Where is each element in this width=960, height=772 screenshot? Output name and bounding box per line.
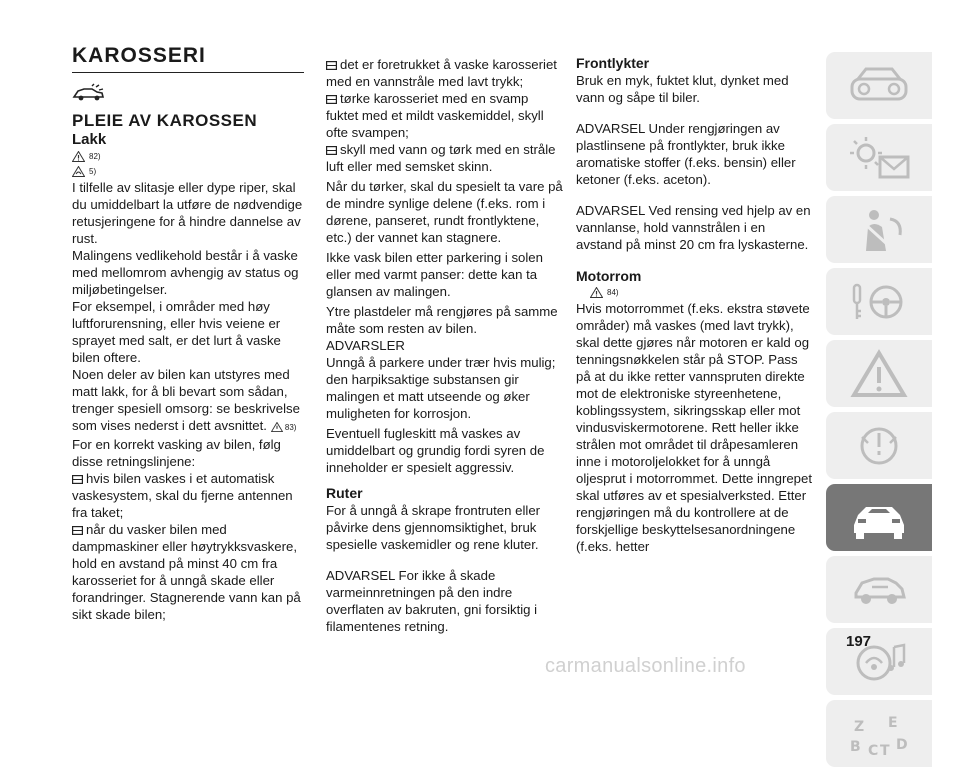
column-3: [576, 54, 814, 555]
svg-text:B: B: [850, 738, 861, 755]
lakk-heading: Lakk: [72, 131, 107, 148]
warning-ref-label: 82): [89, 152, 101, 161]
svg-text:T: T: [880, 742, 890, 759]
paragraph: ADVARSEL For ikke å skade varmeinnretningen på den indre overflaten av bakruten, gni forsiktig i filamentenes retning.: [326, 568, 538, 634]
tab-in-emergency[interactable]: [826, 412, 932, 479]
paragraph: Ikke vask bilen etter parkering i solen eller med varmt panser: dette kan ta glansen av malingen.: [326, 250, 543, 299]
tab-multimedia[interactable]: [826, 628, 932, 695]
bullet-item: [326, 56, 564, 90]
bullet-marker-icon: [72, 522, 83, 531]
paragraph-text: Noen deler av bilen kan utstyres med matt lakk, for å bli bevart som sådan, trenger spesiell omsorg: se beskrivelse som vises nederst i dett avsnittet.: [72, 367, 300, 433]
bullet-text: det er foretrukket å vaske karosseriet med en vannstråle med lavt trykk;: [326, 57, 557, 89]
paragraph: Unngå å parkere under trær hvis mulig; den harpiksaktige substansen gir malingen et matt utseende og øker muligheten for korrosjon.: [326, 355, 556, 421]
paragraph: Eventuell fugleskitt må vaskes av umiddelbart og grundig fordi syren de inneholder er spesielt aggressiv.: [326, 426, 545, 475]
warning-ref-5: [72, 164, 310, 179]
page-number: 197: [846, 633, 872, 650]
bullet-marker-icon: [326, 57, 337, 66]
paragraph: Malingens vedlikehold består i å vaske med mellomrom avhengig av status og miljøbetingelser.: [72, 248, 299, 297]
warning-triangle-icon: [844, 349, 914, 399]
svg-text:D: D: [896, 736, 908, 753]
warning-ref-label: 84): [607, 288, 619, 297]
bullet-item: [72, 521, 310, 623]
ruter-heading: Ruter: [326, 485, 363, 501]
tab-safety[interactable]: [826, 196, 932, 263]
warning-ref-label: 83): [284, 423, 297, 432]
paragraph: I tilfelle av slitasje eller dype riper, skal du umiddelbart la utføre de nødvendige retusjeringene for å hindre dannelse av rust.: [72, 180, 303, 246]
warning-triangle-icon: [590, 287, 603, 298]
seatbelt-airbag-icon: [844, 205, 914, 255]
bullet-text: tørke karosseriet med en svamp fuktet med et mildt vaskemiddel, skyll ofte svampen;: [326, 91, 544, 140]
car-service-icon: [844, 493, 914, 543]
column-1: [72, 44, 310, 623]
paragraph: For en korrekt vasking av bilen, følg disse retningslinjene:: [72, 437, 281, 469]
warning-ref-83: [271, 423, 297, 432]
tab-dashboard[interactable]: [826, 52, 932, 119]
paragraph: ADVARSEL Under rengjøringen av plastlinsene på frontlykter, bruk ikke aromatiske stoffer (f.eks. bensin) eller ketoner (f.eks. aceton).: [576, 121, 796, 187]
section-title: KAROSSERI: [72, 44, 206, 67]
tab-starting[interactable]: [826, 268, 932, 335]
bullet-text: når du vasker bilen med dampmaskiner eller høytrykksvaskere, hold en avstand på minst 40 cm fra karosseriet for å unngå skade eller forandringer. Stagnerende vann kan på sikt skade bilen;: [72, 522, 301, 622]
bullet-marker-icon: [326, 91, 337, 100]
bullet-text: hvis bilen vaskes i et automatisk vaskesystem, skal du fjerne antennen fra taket;: [72, 471, 293, 520]
frontlykter-heading: Frontlykter: [576, 55, 650, 71]
bullet-item: [326, 141, 564, 175]
tab-lights[interactable]: [826, 124, 932, 191]
subsection-title: PLEIE AV KAROSSEN: [72, 111, 258, 130]
lights-message-icon: [844, 133, 914, 183]
tab-maintenance[interactable]: [826, 484, 932, 551]
column-2: [326, 56, 564, 635]
paragraph: Bruk en myk, fuktet klut, dynket med vann og såpe til biler.: [576, 73, 789, 105]
paragraph: For eksempel, i områder med høy luftforurensning, eller hvis veiene er sprayet med salt, er det lurt å vaske bilen oftere.: [72, 299, 281, 365]
warning-ref-label: 5): [89, 167, 97, 176]
paragraph: ADVARSLER: [326, 338, 405, 353]
paragraph: Når du tørker, skal du spesielt ta vare på de mindre synlige delene (f.eks. rom i dørene, panseret, rundt frontlyktene, etc.) der vannet kan stagnere.: [326, 179, 563, 245]
car-front-icon: [844, 421, 914, 471]
paragraph: For å unngå å skrape frontruten eller påvirke dens gjennomsiktighet, bruk spesielle vaskemidler og rene kluter.: [326, 503, 541, 552]
svg-text:E: E: [888, 714, 898, 731]
bullet-item: [72, 470, 310, 521]
warning-ref-84: [590, 285, 814, 300]
bullet-item: [326, 90, 564, 141]
tab-index[interactable]: [826, 700, 932, 767]
paragraph: ADVARSEL Ved rensing ved hjelp av en vannlanse, hold vannstrålen i en avstand på minst 20 cm fra lyskasterne.: [576, 203, 811, 252]
motorrom-heading: Motorrom: [576, 268, 642, 284]
svg-text:C: C: [868, 742, 879, 759]
bullet-marker-icon: [72, 471, 83, 480]
car-dashboard-icon: [844, 61, 914, 111]
title-rule: [72, 72, 304, 73]
alphabetical-index-icon: [844, 709, 914, 759]
warning-ref-82: [72, 149, 310, 164]
tab-emergency[interactable]: [826, 340, 932, 407]
car-care-icon: [72, 83, 310, 105]
paragraph: Hvis motorrommet (f.eks. ekstra støvete områder) må vaskes (med lavt trykk), skal dette gjøres når motoren er kald og tenningsnøkkelen står på STOP. Pass på at du ikke retter vannspruten direkte mot de elektroniske styreenhetene, koblingssystem, sikringsskap eller mot vindusviskermotorene. Rett heller ikke strålen mot området til dråpesamleren inne i motoroljelokket for å unngå oljesprut i motorrommet. Dette inngrepet skal utføres av et spesialverksted. Etter rengjøringen må du kontrollere at de forskjellige beskyttelsesanordningene (f.eks. hetter: [576, 301, 813, 554]
tab-technical-data[interactable]: [826, 556, 932, 623]
key-steering-wheel-icon: [844, 277, 914, 327]
caution-triangle-icon: [72, 166, 85, 177]
paragraph: [72, 366, 310, 436]
bullet-text: skyll med vann og tørk med en stråle luft eller med semsket skinn.: [326, 142, 556, 174]
footer-watermark: carmanualsonline.info: [545, 655, 746, 677]
car-specs-icon: [844, 565, 914, 615]
paragraph: Ytre plastdeler må rengjøres på samme måte som resten av bilen.: [326, 304, 558, 336]
warning-triangle-icon: [72, 151, 85, 162]
bullet-marker-icon: [326, 142, 337, 151]
svg-text:Z: Z: [854, 718, 865, 735]
chapter-tabs: [826, 52, 932, 772]
warning-triangle-icon: [271, 422, 283, 432]
